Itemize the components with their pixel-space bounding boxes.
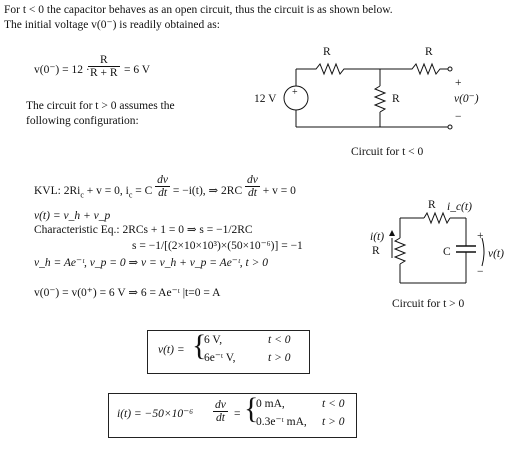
circuit1-out-plus: +	[455, 77, 462, 89]
box2-case1-cond: t < 0	[322, 398, 345, 410]
config-line-2: following configuration:	[26, 115, 139, 127]
box2-lhs: i(t) = −50×10⁻⁶	[117, 408, 194, 420]
circuit2-ic-label: i_c(t)	[447, 201, 472, 213]
box2-case2-val: 0.3e⁻ᵗ mA,	[256, 416, 307, 428]
circuit1-r1-label: R	[323, 46, 331, 58]
circuit2-vt-label: v(t)	[488, 248, 504, 260]
solution-line-4: v_h = Ae⁻ᵗ, v_p = 0 ⇒ v = v_h + v_p = Ae⁻ᵗ, t > 0	[34, 257, 269, 269]
circuit1-vout-label: v(0⁻)	[454, 93, 479, 105]
box2-fraction	[213, 399, 228, 424]
kvl-part-5: + v = 0	[262, 185, 296, 198]
kvl-frac-num: dv	[157, 174, 169, 186]
circuit2-caption: Circuit for t > 0	[392, 298, 465, 310]
initial-voltage-num: R	[88, 54, 120, 67]
box2-case2-cond: t > 0	[322, 416, 345, 428]
terminal-top-icon	[448, 67, 452, 71]
solution-line-1: v(t) = v_h + v_p	[34, 210, 111, 222]
circuit2-it-label: i(t)	[370, 231, 385, 243]
kvl-part-1: KVL: 2Ri	[34, 185, 81, 198]
circuit1-top-wire	[296, 64, 448, 74]
box1-case2-cond: t > 0	[268, 352, 291, 364]
box1-lhs: v(t) =	[158, 344, 185, 356]
terminal-bottom-icon	[448, 125, 452, 129]
box1-case2-val: 6e⁻ᵗ V,	[204, 352, 236, 364]
current-arrow-head-icon	[389, 230, 395, 236]
circuit1-source-label: 12 V	[254, 93, 277, 105]
box1-brace-icon: {	[192, 329, 207, 362]
kvl-frac-den-2: dt	[247, 187, 257, 200]
circuit1-r2-label: R	[425, 46, 433, 58]
box2-frac-num: dv	[215, 399, 226, 411]
initial-voltage-fraction	[88, 54, 120, 79]
circuit2-resistor-top-icon	[424, 213, 450, 223]
kvl-sub-c-2: c	[128, 190, 133, 200]
solution-line-2: Characteristic Eq.: 2RCs + 1 = 0 ⇒ s = −1/2RC	[34, 224, 253, 236]
box2-brace-icon: {	[244, 392, 259, 425]
circuit2-r-label: R	[428, 199, 436, 211]
kvl-frac-den: dt	[158, 187, 168, 200]
circuit2-r-left-label: R	[372, 245, 380, 257]
kvl-equation	[34, 174, 296, 200]
kvl-part-2: + v = 0, i	[83, 185, 129, 198]
box1-case1-cond: t < 0	[268, 334, 291, 346]
kvl-part-4: = −i(t), ⇒ 2RC	[172, 185, 243, 198]
circuit2-resistor-left-icon	[395, 238, 405, 264]
box2-frac-den: dt	[215, 412, 225, 425]
solution-line-5: v(0⁻) = v(0⁺) = 6 V ⇒ 6 = Ae⁻ᵗ |t=0 = A	[34, 287, 221, 299]
circuit2-c-label: C	[443, 246, 451, 258]
circuit1-r3-label: R	[392, 93, 400, 105]
box2-eq: =	[234, 408, 241, 420]
circuit2-minus: −	[477, 266, 484, 278]
kvl-part-3: = C	[132, 185, 153, 198]
circuit2-plus: +	[477, 230, 484, 242]
kvl-sub-c: c	[80, 190, 84, 200]
box1-case1-val: 6 V,	[204, 334, 223, 346]
circuit1-resistor-vertical-icon	[375, 86, 385, 112]
config-line-1: The circuit for t > 0 assumes the	[26, 100, 175, 112]
circuit1-source-plus: +	[292, 87, 298, 98]
initial-voltage-den: R + R	[90, 67, 118, 80]
initial-voltage-rhs: = 6 V	[124, 64, 151, 76]
kvl-frac-num-2: dv	[247, 174, 258, 186]
circuit1-out-minus: −	[455, 111, 462, 123]
initial-voltage-lhs: v(0⁻) = 12 ·	[34, 64, 90, 76]
box2-case1-val: 0 mA,	[256, 398, 285, 410]
intro-line-1: For t < 0 the capacitor behaves as an open circuit, thus the circuit is as shown below.	[4, 4, 393, 16]
solution-line-3: s = −1/[(2×10×10³)×(50×10⁻⁶)] = −1	[132, 240, 303, 252]
circuit1-caption: Circuit for t < 0	[351, 146, 424, 158]
intro-line-2: The initial voltage v(0⁻) is readily obtained as:	[4, 19, 220, 31]
